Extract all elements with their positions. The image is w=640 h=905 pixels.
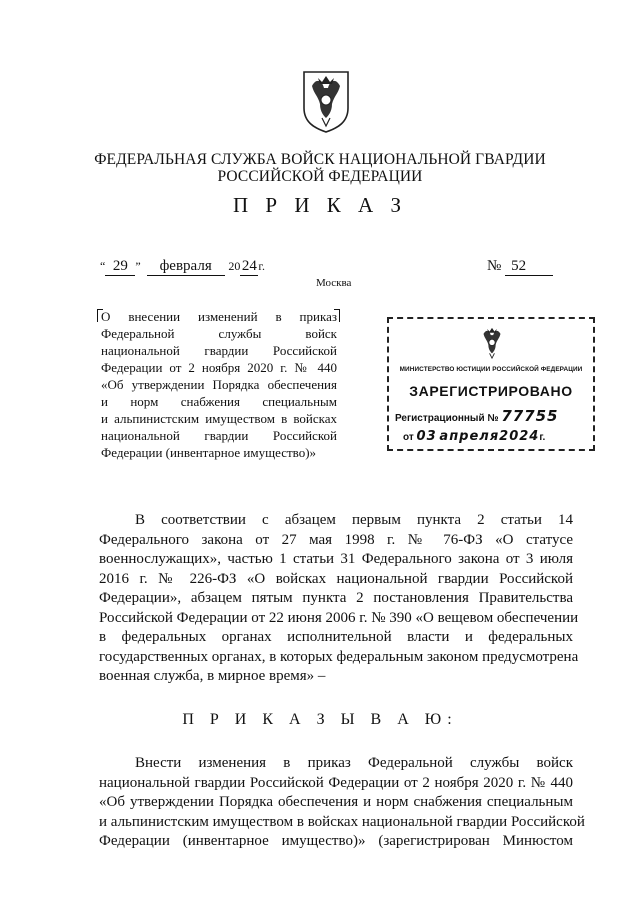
order-number xyxy=(487,258,553,276)
state-emblem-icon xyxy=(298,68,354,134)
paragraph-line: военная служба, в мирное время» – xyxy=(99,668,326,684)
preamble-paragraph xyxy=(99,511,579,687)
order-day: 29 xyxy=(105,258,135,276)
subject-line: Федеральной службы войск xyxy=(101,326,337,341)
paragraph-line: «Об утверждении Порядка обеспечения и норм снабжения специальным xyxy=(99,794,573,810)
subject-line: «Об утверждении Порядка обеспечения xyxy=(101,377,337,392)
order-year-abbr: г. xyxy=(258,259,265,273)
stamp-registered: ЗАРЕГИСТРИРОВАНО xyxy=(409,383,573,399)
order-verb: П Р И К А З Ы В А Ю: xyxy=(182,711,458,728)
stamp-date-suffix: г. xyxy=(539,432,546,443)
agency-name-line1: ФЕДЕРАЛЬНАЯ СЛУЖБА ВОЙСК НАЦИОНАЛЬНОЙ ГВАРДИИ xyxy=(94,151,546,168)
registration-stamp xyxy=(387,317,595,451)
subject-line: и норм снабжения специальным xyxy=(101,394,337,409)
order-city: Москва xyxy=(316,277,352,289)
paragraph-line: государственных органах, в которых федеральным законом предусмотрена xyxy=(99,648,579,665)
order-year-suffix: 24 xyxy=(241,258,257,274)
order-paragraph xyxy=(99,754,585,852)
subject-line: национальной гвардии Российской xyxy=(101,428,337,443)
order-number-label: № xyxy=(487,258,502,274)
paragraph-line: и альпинистским имуществом в войсках национальной гвардии Российской xyxy=(99,813,585,830)
paragraph-line: военнослужащих», частью 1 статьи 31 Федерального закона от 3 июля xyxy=(99,551,573,567)
order-subject xyxy=(101,308,337,461)
paragraph-line: в федеральных органах исполнительной власти и федеральных xyxy=(99,629,573,645)
stamp-reg-number-line xyxy=(395,407,559,425)
order-number-value: 52 xyxy=(505,258,553,276)
stamp-date-prefix: от xyxy=(403,432,414,443)
subject-line: национальной гвардии Российской xyxy=(101,343,337,358)
order-month: февраля xyxy=(147,258,225,276)
stamp-reg-label: Регистрационный № xyxy=(395,413,499,424)
stamp-ministry: МИНИСТЕРСТВО ЮСТИЦИИ РОССИЙСКОЙ ФЕДЕРАЦИИ xyxy=(399,366,583,373)
stamp-emblem-icon xyxy=(475,323,509,363)
order-date: “ 29 ” февраля 20 24 г. xyxy=(100,258,265,274)
agency-name-line2: РОССИЙСКОЙ ФЕДЕРАЦИИ xyxy=(217,168,423,185)
stamp-date-month: апреля xyxy=(439,429,500,444)
paragraph-line: Федерации», абзацем пятым пункта 2 постановления Правительства xyxy=(99,590,573,606)
paragraph-line: национальной гвардии Российской Федерации от 2 ноября 2020 г. № 440 xyxy=(99,774,573,791)
paragraph-line: В соответствии с абзацем первым пункта 2 статьи 14 xyxy=(135,512,573,528)
paragraph-line: Российской Федерации от 22 июня 2006 г. № 390 «О вещевом обеспечении xyxy=(99,609,579,626)
order-year-prefix: 20 xyxy=(228,259,241,273)
subject-line: Федерации от 2 ноября 2020 г. № 440 xyxy=(101,360,337,375)
stamp-date-day: 03 xyxy=(416,429,437,444)
stamp-date-year: 2024 xyxy=(499,429,540,444)
subject-line: Федерации (инвентарное имущество)» xyxy=(101,445,317,460)
subject-line: и альпинистским имуществом в войсках xyxy=(101,411,337,426)
stamp-reg-number: 77755 xyxy=(501,407,559,425)
paragraph-line: Федерации (инвентарное имущество)» (зарегистрирован Минюстом xyxy=(99,833,573,849)
document-type-title: П Р И К А З xyxy=(233,193,407,217)
paragraph-line: Внести изменения в приказ Федеральной службы войск xyxy=(135,755,573,771)
paragraph-line: 2016 г. № 226-ФЗ «О войсках национальной гвардии Российской xyxy=(99,570,573,587)
subject-line: О внесении изменений в приказ xyxy=(101,309,337,324)
paragraph-line: Федерального закона от 27 мая 1998 г. № 76-ФЗ «О статусе xyxy=(99,531,573,548)
stamp-date-line xyxy=(403,429,545,444)
